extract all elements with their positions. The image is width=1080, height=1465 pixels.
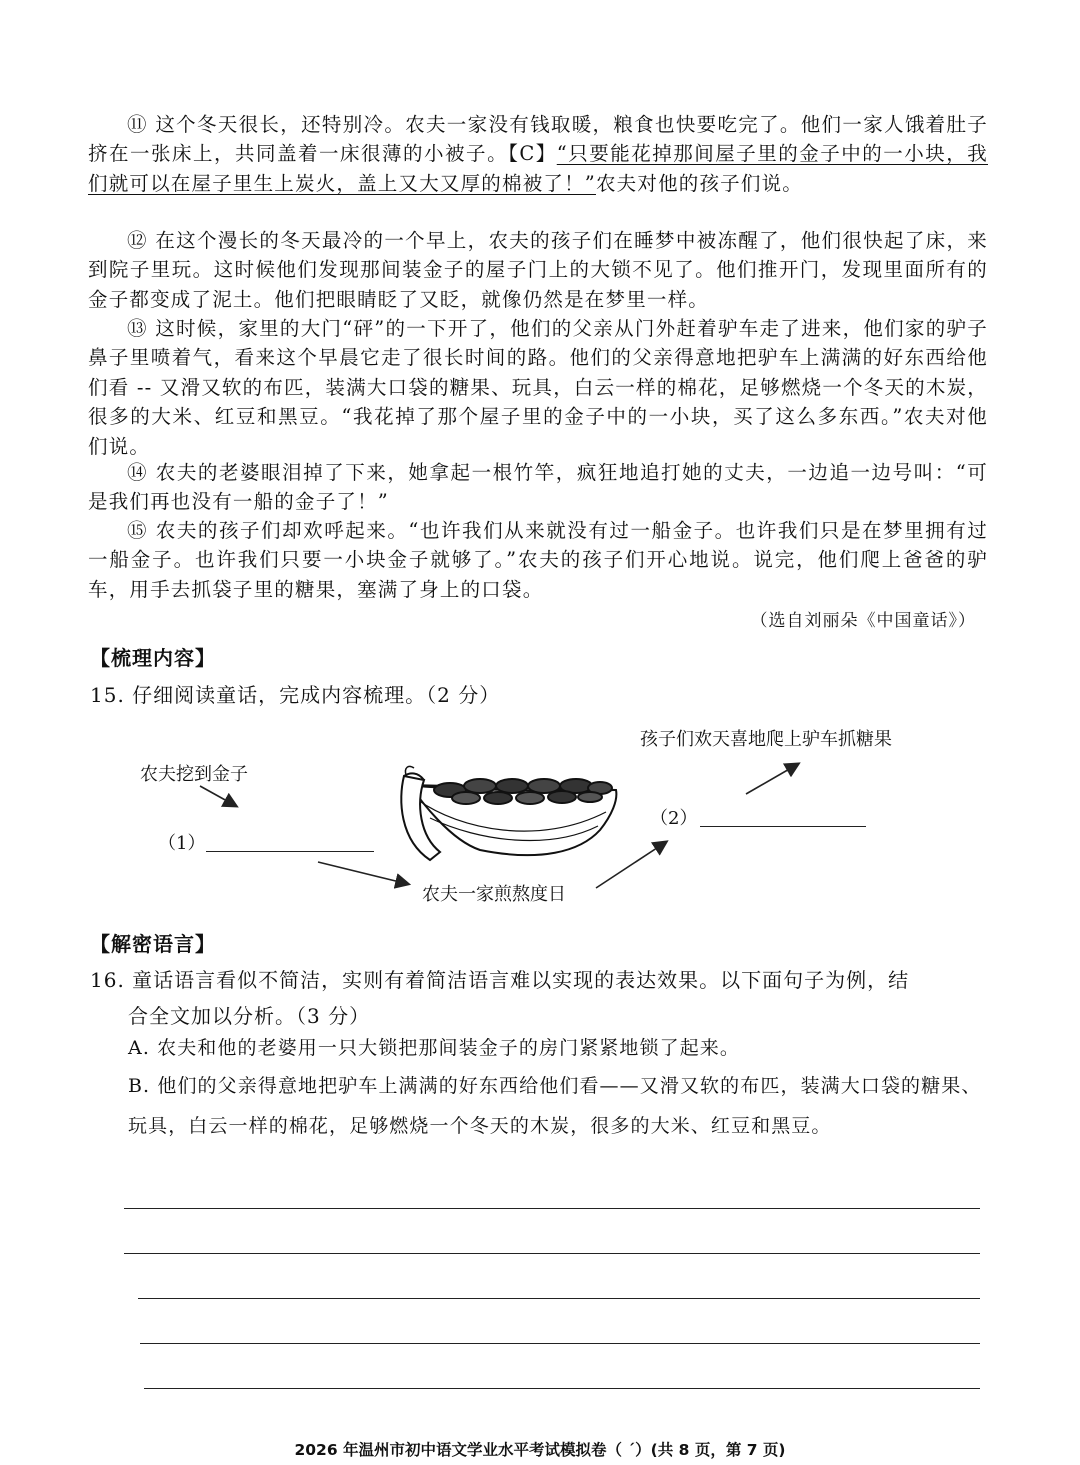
arrow-to-blank2 [596,842,666,888]
section-heading-sort-content: 【梳理内容】 [90,646,216,670]
answer-line-1[interactable] [124,1208,980,1209]
paragraph-14: ⑭ 农夫的老婆眼泪掉了下来，她拿起一根竹竿，疯狂地追打她的丈夫，一边追一边号叫：“可是我们再也没有一船的金子了！” [88,461,988,514]
paragraph-11-tail: 农夫对他的孩子们说。 [595,171,803,195]
arrow-to-middle [318,862,408,884]
arrow-to-blank1 [200,786,236,806]
source-citation: （选自刘丽朵《中国童话》） [750,611,976,631]
answer-line-2[interactable] [124,1253,980,1254]
label-children-happy: 孩子们欢天喜地爬上驴车抓糖果 [640,729,892,750]
question-16-line1: 16. 童话语言看似不简洁，实则有着简洁语言难以实现的表达效果。以下面句子为例，结 [90,968,910,992]
boat-of-gold-icon [401,766,616,860]
answer-line-4[interactable] [140,1343,980,1344]
blank-2-label: （2） [650,808,698,829]
page-footer: 2026 年温州市初中语文学业水平考试模拟卷（ ˊ）(共 8 页，第 7 页) [294,1441,786,1459]
answer-line-5[interactable] [144,1388,980,1389]
underlined-sentence-c: “只要能花掉那间屋子里的金子中的一小块，我们就可以在屋子里生上炭火，盖上又大又厚的棉被了！” [88,142,988,195]
option-a: A. 农夫和他的老婆用一只大锁把那间装金子的房门紧紧地锁了起来。 [128,1037,741,1059]
label-farmer-digs-gold: 农夫挖到金子 [140,764,248,785]
answer-line-3[interactable] [138,1298,980,1299]
section-heading-decode-language: 【解密语言】 [90,932,216,956]
paragraph-11-text: ⑪ 这个冬天很长，还特别冷。农夫一家没有钱取暖，粮食也快要吃完了。他们一家人饿着肚子挤在一张床上，共同盖着一床很薄的小被子。【C】 [88,113,988,166]
question-16-line2: 合全文加以分析。（3 分） [128,1004,371,1028]
option-b: B. 他们的父亲得意地把驴车上满满的好东西给他们看——又滑又软的布匹，装满大口袋的糖果、玩具，白云一样的棉花，足够燃烧一个冬天的木炭，很多的大米、红豆和黑豆。 [128,1075,982,1137]
paragraph-13: ⑬ 这时候，家里的大门“砰”的一下开了，他们的父亲从门外赶着驴车走了进来，他们家的驴子鼻子里喷着气，看来这个早晨它走了很长时间的路。他们的父亲得意地把驴车上满满的好东西给他们看 -- 又滑又软的布匹，装满大口袋的糖果、玩具，白云一样的棉花，足够燃烧一个冬天的木炭，很多的大米、红豆和黑豆。“我花掉了那个屋子里的金子中的一小块，买了这么多东西。”农夫对他们说。 [88,317,988,458]
question-15: 15. 仔细阅读童话，完成内容梳理。（2 分） [90,683,501,707]
paragraph-12: ⑫ 在这个漫长的冬天最冷的一个早上，农夫的孩子们在睡梦中被冻醒了，他们很快起了床，来到院子里玩。这时候他们发现那间装金子的屋子门上的大锁不见了。他们推开门，发现里面所有的金子都变成了泥土。他们把眼睛眨了又眨，就像仍然是在梦里一样。 [88,229,988,311]
blank-1-label: （1） [158,833,206,854]
arrow-to-end [746,764,798,794]
label-family-struggles: 农夫一家煎熬度日 [422,884,566,905]
paragraph-15: ⑮ 农夫的孩子们却欢呼起来。“也许我们从来就没有过一船金子。也许我们只是在梦里拥有过一船金子。也许我们只要一小块金子就够了。”农夫的孩子们开心地说。说完，他们爬上爸爸的驴车，用手去抓袋子里的糖果，塞满了身上的口袋。 [88,519,988,601]
